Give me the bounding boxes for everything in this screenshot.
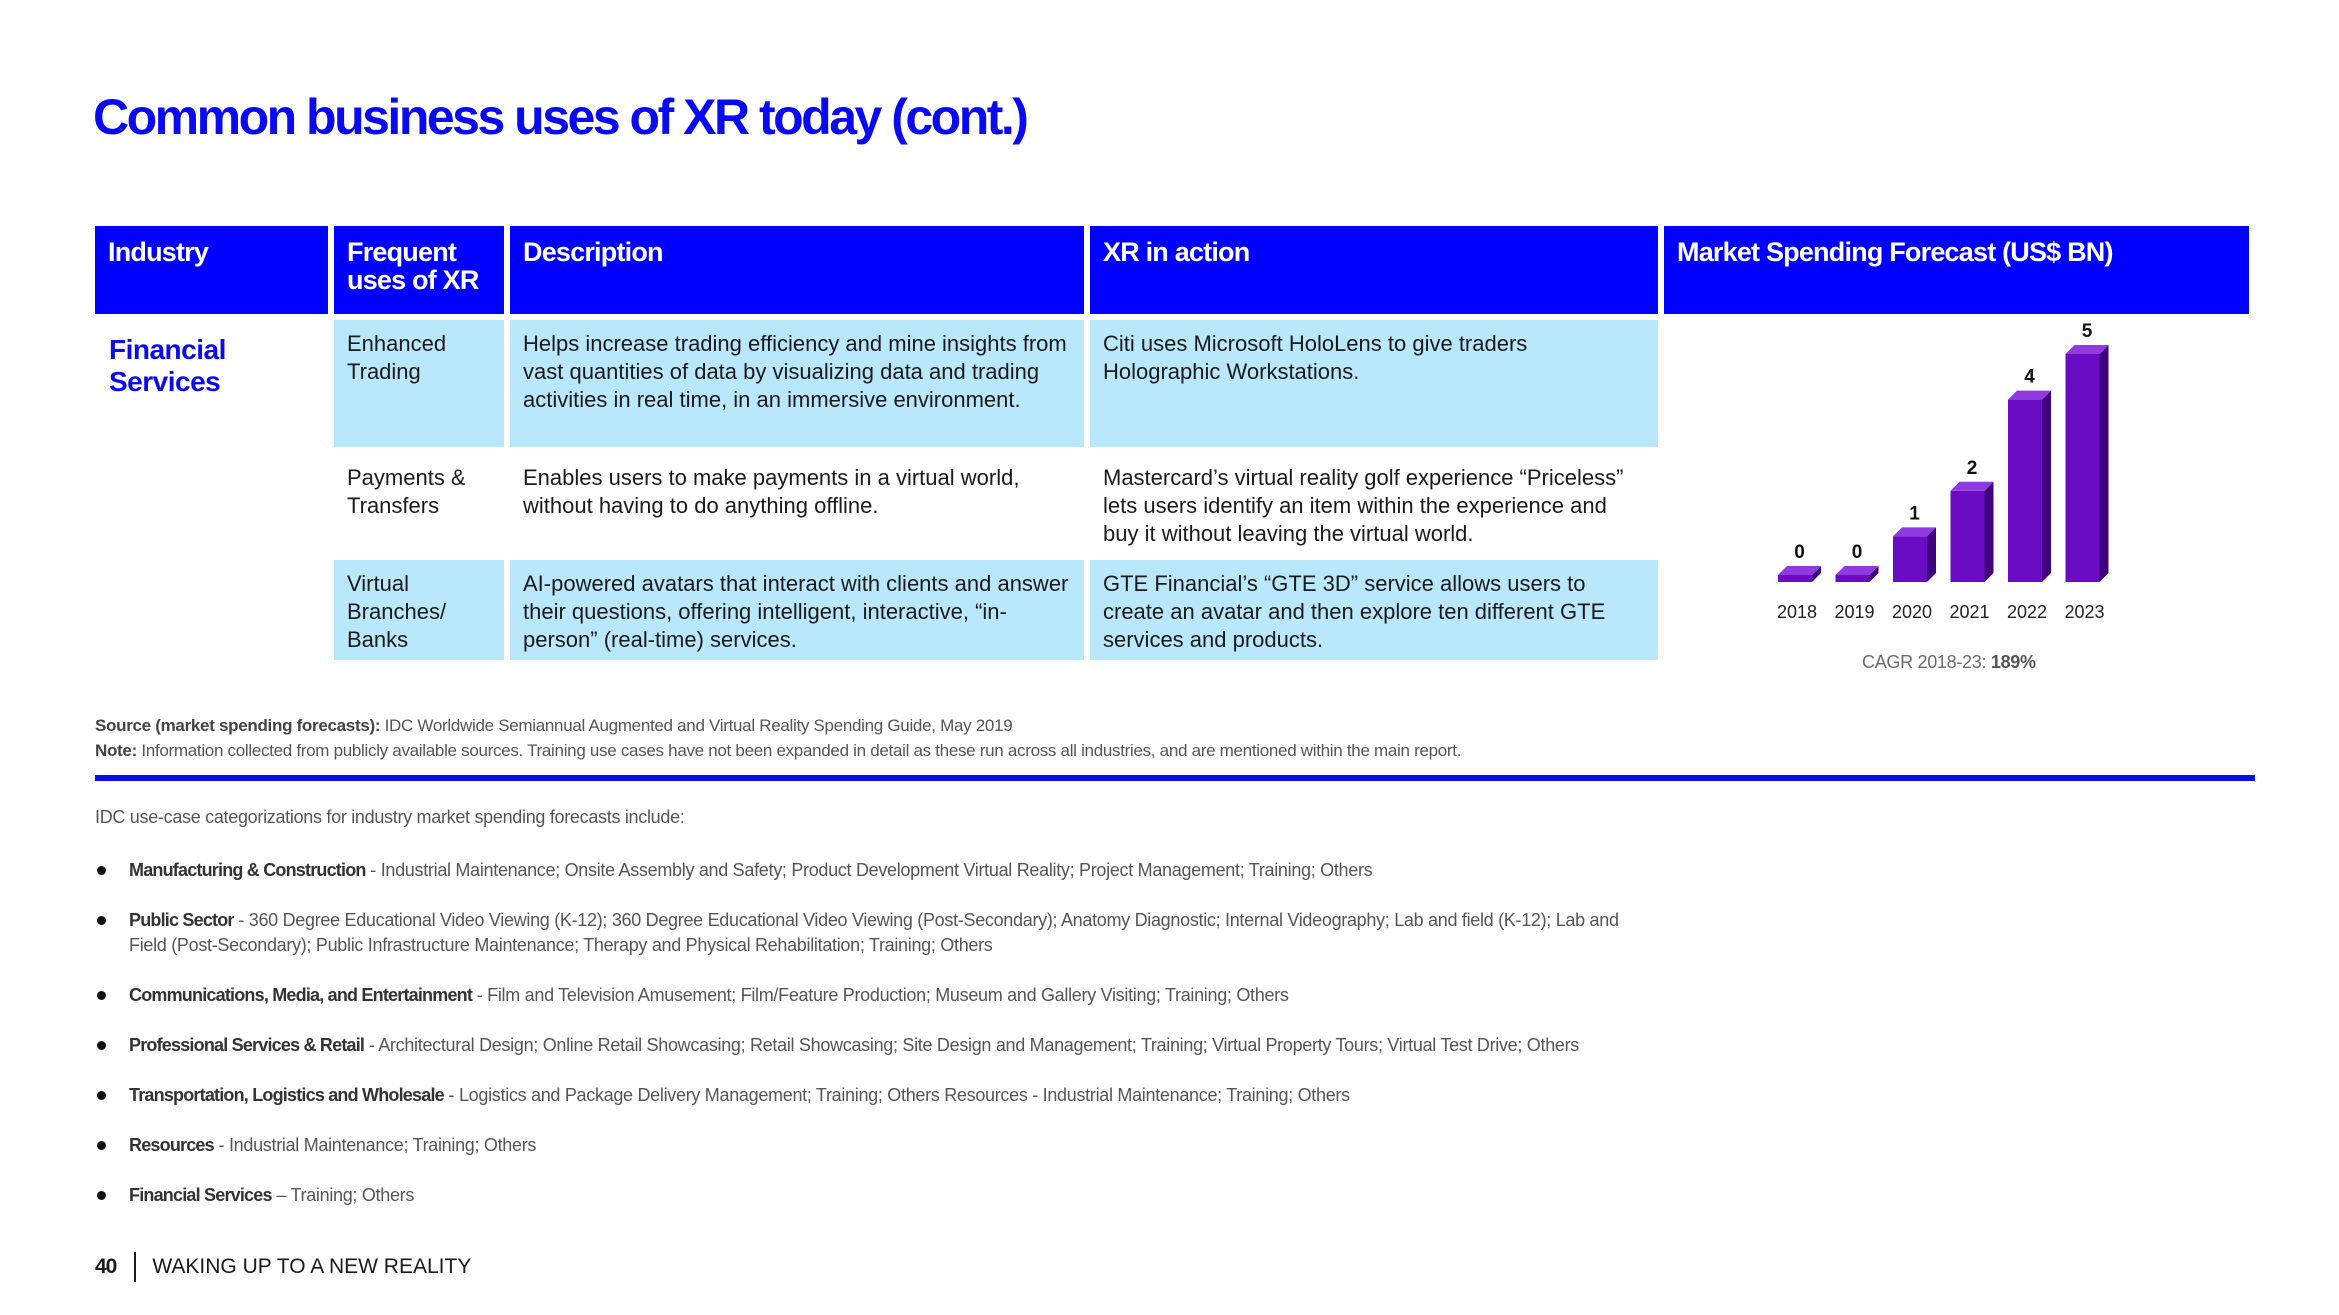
bullet-text: - 360 Degree Educational Video Viewing (K-12); 360 Degree Educational Video Viewing (Post-Secondary); Anatomy Diagnostic; Internal Videography; Lab and field (K-12); Lab and Field (Post-Secondary); Public Infrastructure Maintenance; Therapy and Physical Rehabilitation; Training; Others xyxy=(129,910,1619,955)
row3-description: AI-powered avatars that interact with clients and answer their questions, offering intelligent, interactive, “in-person” (real-time) services. xyxy=(510,560,1084,660)
data-label-2020: 1 xyxy=(1909,503,1920,525)
bullet-label: Public Sector xyxy=(129,910,234,930)
bullet-text: - Industrial Maintenance; Training; Others xyxy=(213,1135,537,1155)
bullet-label: Resources xyxy=(129,1135,214,1155)
bar-2022 xyxy=(2008,400,2042,582)
page-number: 40 xyxy=(95,1255,117,1278)
bullet-label: Transportation, Logistics and Wholesale xyxy=(129,1085,444,1105)
tick-label-2020: 2020 xyxy=(1891,602,1933,622)
source-text: IDC Worldwide Semiannual Augmented and Virtual Reality Spending Guide, May 2019 xyxy=(380,716,1013,735)
row1-xr-in-action: Citi uses Microsoft HoloLens to give traders Holographic Workstations. xyxy=(1090,320,1658,447)
bullet-label: Professional Services & Retail xyxy=(129,1035,365,1055)
list-item xyxy=(95,858,1655,883)
bar-side-2022 xyxy=(2042,391,2051,582)
footer-separator xyxy=(134,1252,136,1282)
data-label-2023: 5 xyxy=(2081,321,2093,342)
page-title: Common business uses of XR today (cont.) xyxy=(93,89,1027,145)
bar-side-2020 xyxy=(1927,527,1936,582)
row2-description: Enables users to make payments in a virtual world, without having to do anything offline. xyxy=(510,454,1084,554)
bullet-label: Manufacturing & Construction xyxy=(129,860,366,880)
note-label: Note: xyxy=(95,741,137,760)
list-item xyxy=(95,1183,1655,1208)
cagr-caption xyxy=(1862,652,2036,673)
bar-2020 xyxy=(1893,536,1927,582)
categorization-intro: IDC use-case categorizations for industry market spending forecasts include: xyxy=(95,807,685,827)
cagr-value: 189% xyxy=(1990,652,2036,672)
cagr-label: CAGR 2018-23: xyxy=(1862,652,1987,672)
bullet-text: - Film and Television Amusement; Film/Feature Production; Museum and Gallery Visiting; Training; Others xyxy=(472,985,1289,1005)
list-item xyxy=(95,1033,1655,1058)
row1-description: Helps increase trading efficiency and mine insights from vast quantities of data by visualizing data and trading activities in real time, in an immersive environment. xyxy=(510,320,1084,447)
header-industry: Industry xyxy=(95,226,328,314)
data-label-2022: 4 xyxy=(2024,366,2035,388)
categorization-list xyxy=(95,858,1655,1233)
tick-label-2019: 2019 xyxy=(1834,602,1875,622)
row1-use: Enhanced Trading xyxy=(334,320,504,447)
tick-label-2023: 2023 xyxy=(2064,602,2105,622)
row2-use: Payments & Transfers xyxy=(334,454,504,554)
bullet-label: Communications, Media, and Entertainment xyxy=(129,985,473,1005)
general-note xyxy=(95,741,1461,761)
header-frequent-uses: Frequent uses of XR xyxy=(334,226,504,314)
source-label: Source (market spending forecasts): xyxy=(95,716,381,735)
list-item xyxy=(95,1083,1655,1108)
bullet-text: – Training; Others xyxy=(271,1185,415,1205)
bullet-label: Financial Services xyxy=(129,1185,272,1205)
bullet-text: - Logistics and Package Delivery Management; Training; Others Resources - Industrial Maintenance; Training; Others xyxy=(443,1085,1350,1105)
note-text: Information collected from publicly available sources. Training use cases have not been expanded in detail as these run across all industries, and are mentioned within the main report. xyxy=(136,741,1462,760)
bar-side-2023 xyxy=(2100,345,2109,582)
market-spending-chart xyxy=(1770,320,2150,630)
data-label-2018: 0 xyxy=(1794,542,1805,563)
industry-financial-services: Financial Services xyxy=(109,334,226,397)
bullet-text: - Industrial Maintenance; Onsite Assembly and Safety; Product Development Virtual Reality; Project Management; Training; Others xyxy=(365,860,1373,880)
row3-xr-in-action: GTE Financial’s “GTE 3D” service allows users to create an avatar and then explore ten different GTE services and products. xyxy=(1090,560,1658,660)
source-note xyxy=(95,716,1012,736)
tick-label-2021: 2021 xyxy=(1949,602,1990,622)
header-market-forecast: Market Spending Forecast (US$ BN) xyxy=(1664,226,2249,314)
list-item xyxy=(95,983,1655,1008)
header-description: Description xyxy=(510,226,1084,314)
header-xr-in-action: XR in action xyxy=(1090,226,1658,314)
bar-2019 xyxy=(1836,575,1870,582)
bar-2023 xyxy=(2066,354,2100,582)
tick-label-2022: 2022 xyxy=(2006,602,2048,622)
divider xyxy=(95,775,2255,781)
bar-side-2021 xyxy=(1985,482,1994,582)
bar-2021 xyxy=(1951,491,1985,582)
bar-2018 xyxy=(1778,575,1812,582)
row2-xr-in-action: Mastercard’s virtual reality golf experience “Priceless” lets users identify an item within the experience and buy it without leaving the virtual world. xyxy=(1090,454,1658,554)
list-item xyxy=(95,1133,1655,1158)
data-label-2021: 2 xyxy=(1966,457,1978,479)
report-title: WAKING UP TO A NEW REALITY xyxy=(152,1255,472,1278)
tick-label-2018: 2018 xyxy=(1776,602,1818,622)
page-footer xyxy=(95,1252,471,1282)
bullet-text: - Architectural Design; Online Retail Showcasing; Retail Showcasing; Site Design and Management; Training; Virtual Property Tours; Virtual Test Drive; Others xyxy=(364,1035,1580,1055)
list-item xyxy=(95,908,1655,958)
data-label-2019: 0 xyxy=(1851,542,1863,563)
row3-use: Virtual Branches/ Banks xyxy=(334,560,504,660)
